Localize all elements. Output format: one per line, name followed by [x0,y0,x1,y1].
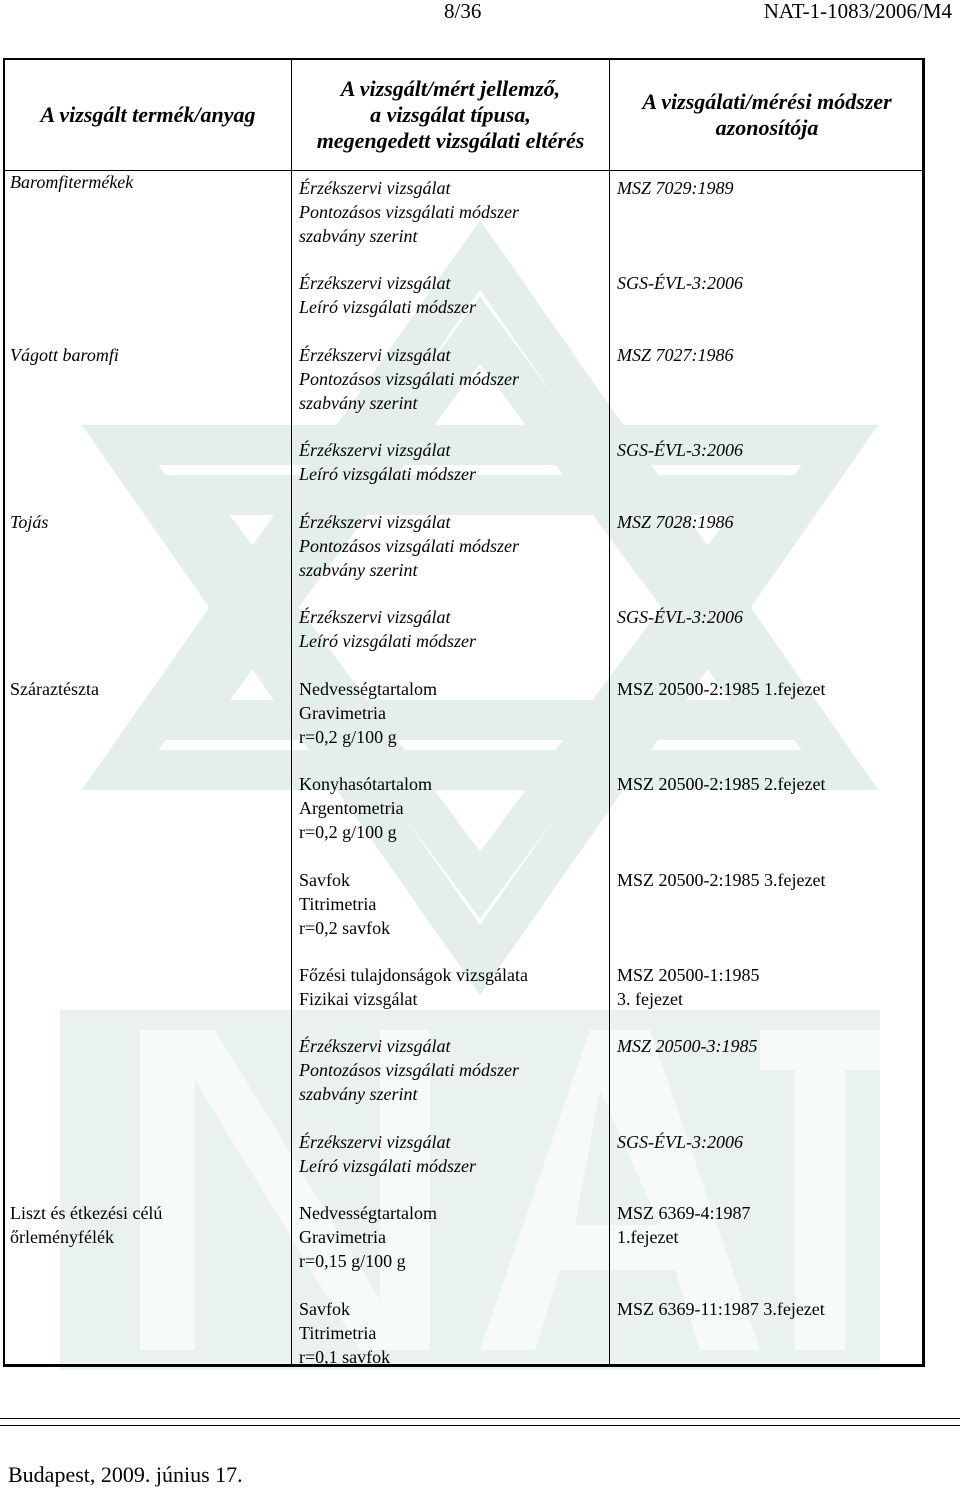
page-number: 8/36 [444,0,482,23]
column-header-method: A vizsgálati/mérési módszer azonosítója [642,89,892,140]
document-id: NAT-1-1083/2006/M4 [763,0,952,23]
product-cell: Baromfitermékek [10,172,134,192]
method-cell: MSZ 7028:1986 [617,512,734,532]
column-divider [291,60,292,1364]
characteristic-cell: Érzékszervi vizsgálat Pontozásos vizsgálati módszer szabvány szerint [299,345,520,413]
characteristic-cell: Savfok Titrimetria r=0,1 savfok [299,1299,391,1367]
product-cell: Száraztészta [10,679,99,699]
characteristic-cell: Érzékszervi vizsgálat Pontozásos vizsgálati módszer szabvány szerint [299,178,520,246]
method-cell: MSZ 20500-3:1985 [617,1036,758,1056]
method-cell: MSZ 7027:1986 [617,345,734,365]
column-header-characteristic: A vizsgált/mért jellemző, a vizsgálat típusa, megengedett vizsgálati eltérés [316,76,585,153]
method-cell: MSZ 20500-2:1985 1.fejezet [617,679,826,699]
characteristic-cell: Főzési tulajdonságok vizsgálata Fizikai vizsgálat [299,965,528,1009]
characteristic-cell: Érzékszervi vizsgálat Leíró vizsgálati módszer [299,440,477,484]
method-cell: MSZ 6369-11:1987 3.fejezet [617,1299,825,1319]
column-divider [609,60,610,1364]
characteristic-cell: Érzékszervi vizsgálat Pontozásos vizsgálati módszer szabvány szerint [299,1036,520,1104]
product-cell: Tojás [10,512,49,532]
page-header [0,0,960,30]
footer-rule [0,1425,960,1426]
footer-date: Budapest, 2009. június 17. [8,1462,243,1487]
characteristic-cell: Érzékszervi vizsgálat Pontozásos vizsgálati módszer szabvány szerint [299,512,520,580]
product-cell: Vágott baromfi [10,345,119,365]
method-cell: MSZ 20500-2:1985 3.fejezet [617,870,826,890]
accreditation-table [3,58,925,1367]
characteristic-cell: Nedvességtartalom Gravimetria r=0,2 g/100 g [299,679,437,747]
method-cell: MSZ 20500-1:1985 3. fejezet [617,965,760,1009]
column-header-product: A vizsgált termék/anyag [40,102,256,127]
characteristic-cell: Érzékszervi vizsgálat Leíró vizsgálati módszer [299,1132,477,1176]
characteristic-cell: Konyhasótartalom Argentometria r=0,2 g/100 g [299,774,432,842]
header-divider [5,170,922,171]
footer-rule [0,1418,960,1419]
characteristic-cell: Nedvességtartalom Gravimetria r=0,15 g/100 g [299,1203,437,1271]
method-cell: MSZ 7029:1989 [617,178,734,198]
method-cell: SGS-ÉVL-3:2006 [617,440,743,460]
method-cell: SGS-ÉVL-3:2006 [617,607,743,627]
characteristic-cell: Érzékszervi vizsgálat Leíró vizsgálati módszer [299,273,477,317]
characteristic-cell: Érzékszervi vizsgálat Leíró vizsgálati módszer [299,607,477,651]
method-cell: SGS-ÉVL-3:2006 [617,273,743,293]
characteristic-cell: Savfok Titrimetria r=0,2 savfok [299,870,391,938]
method-cell: MSZ 6369-4:1987 1.fejezet [617,1203,751,1247]
product-cell: Liszt és étkezési célú őrleményfélék [10,1203,163,1247]
method-cell: MSZ 20500-2:1985 2.fejezet [617,774,826,794]
method-cell: SGS-ÉVL-3:2006 [617,1132,743,1152]
